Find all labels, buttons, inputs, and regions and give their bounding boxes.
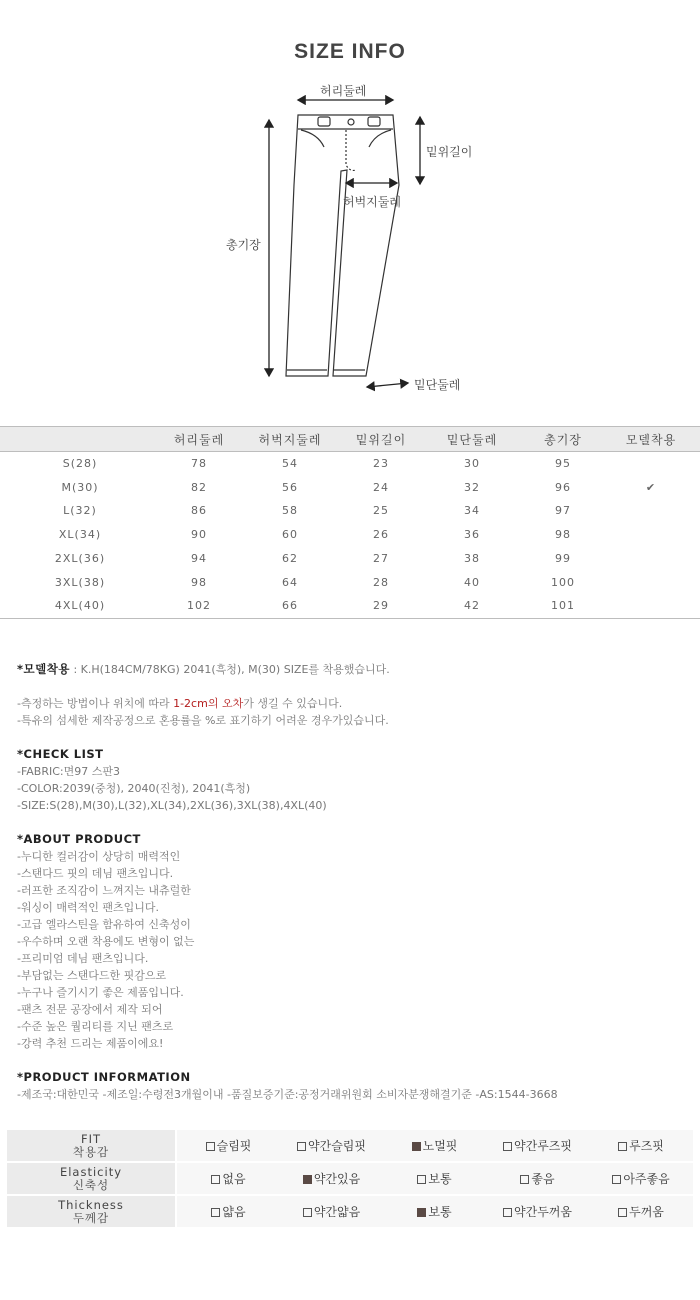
about-item: -고급 엘라스틴을 함유하여 신축성이 — [17, 918, 191, 931]
option-label: 루즈핏 — [629, 1139, 664, 1153]
attribute-option — [589, 1163, 693, 1196]
attribute-row-elasticity — [7, 1163, 693, 1196]
attribute-row-fit — [7, 1130, 693, 1163]
table-cell: 30 — [464, 457, 480, 471]
size-cell: 4XL(40) — [0, 594, 160, 618]
table-cell: 34 — [464, 504, 480, 518]
table-cell: 97 — [555, 504, 571, 518]
checkmark-icon: ✔ — [645, 480, 657, 494]
table-cell: 98 — [555, 528, 571, 542]
check-list-item: -SIZE:S(28),M(30),L(32),XL(34),2XL(36),3XL(38),4XL(40) — [17, 799, 327, 812]
attribute-label — [7, 1130, 177, 1163]
checkbox-icon — [417, 1175, 426, 1184]
table-cell: 60 — [282, 528, 298, 542]
checkbox-icon — [503, 1208, 512, 1217]
about-product-heading: *ABOUT PRODUCT — [17, 832, 141, 846]
attribute-option — [280, 1130, 383, 1163]
check-list-item: -FABRIC:면97 스판3 — [17, 765, 121, 778]
table-cell: 94 — [191, 552, 207, 566]
option-label: 약간있음 — [313, 1172, 361, 1186]
page-title: SIZE INFO — [294, 40, 406, 63]
model-note — [17, 661, 687, 678]
attribute-label — [7, 1163, 177, 1196]
size-table-header-cell: 밑위길이 — [342, 427, 420, 452]
table-cell: 58 — [282, 504, 298, 518]
table-cell: 25 — [373, 504, 389, 518]
table-row — [0, 499, 700, 523]
table-cell: 40 — [464, 575, 480, 589]
checkbox-icon — [612, 1175, 621, 1184]
about-item: -부담없는 스탠다드한 핏감으로 — [17, 969, 167, 982]
fabric-note: -특유의 섬세한 제작공정으로 혼용률을 %로 표기하기 어려운 경우가있습니다. — [17, 714, 389, 727]
option-label: 약간두꺼움 — [514, 1205, 572, 1219]
product-info-line: -제조국:대한민국 -제조일:수령전3개월이내 -품질보증기준:공정거래위원회 소비자분쟁해결기준 -AS:1544-3668 — [17, 1088, 558, 1101]
size-table-header-cell: 허리둘레 — [160, 427, 238, 452]
attribute-table — [7, 1130, 693, 1229]
model-fit-cell — [602, 499, 700, 523]
option-label: 약간얇음 — [313, 1205, 361, 1219]
table-cell: 66 — [238, 594, 342, 618]
option-label: 약간루즈핏 — [514, 1139, 572, 1153]
model-fit-cell — [602, 523, 700, 547]
attribute-option — [486, 1196, 589, 1229]
model-text: : K.H(184CM/78KG) 2041(흑청), M(30) SIZE를 착용했습니다. — [69, 663, 390, 676]
table-cell: 26 — [373, 528, 389, 542]
table-row — [0, 475, 700, 499]
diagram-label-thigh: 허벅지둘레 — [343, 195, 401, 209]
size-table-header-cell: 모델착용 — [602, 427, 700, 452]
attribute-option-selected — [383, 1196, 486, 1229]
attribute-option-selected — [383, 1130, 486, 1163]
attribute-label-ko: 신축성 — [72, 1177, 110, 1192]
table-row — [0, 570, 700, 594]
product-notes — [17, 661, 687, 1103]
checkbox-icon — [303, 1208, 312, 1217]
about-item: -누구나 즐기시기 좋은 제품입니다. — [17, 986, 184, 999]
option-label: 아주좋음 — [623, 1172, 670, 1186]
about-item: -워싱이 매력적인 팬츠입니다. — [17, 901, 159, 914]
attribute-option — [383, 1163, 486, 1196]
checked-box-icon — [303, 1175, 312, 1184]
table-cell: 95 — [555, 457, 571, 471]
model-fit-cell — [602, 452, 700, 476]
checkbox-icon — [520, 1175, 529, 1184]
about-item: -누디한 컬러감이 상당히 매력적인 — [17, 850, 181, 863]
attribute-option-selected — [280, 1163, 383, 1196]
about-item: -스탠다드 핏의 데님 팬츠입니다. — [17, 867, 174, 880]
table-cell: 56 — [282, 480, 298, 494]
table-cell: 96 — [555, 480, 571, 494]
size-cell: M(30) — [61, 480, 99, 494]
checkbox-icon — [211, 1175, 220, 1184]
table-cell: 32 — [464, 480, 480, 494]
attribute-label-en: Thickness — [58, 1197, 124, 1212]
table-cell: 29 — [342, 594, 420, 618]
size-table-header-cell: 허벅지둘레 — [238, 427, 342, 452]
checkbox-icon — [211, 1208, 220, 1217]
table-cell: 82 — [191, 480, 207, 494]
checkbox-icon — [297, 1142, 306, 1151]
table-cell: 78 — [191, 457, 207, 471]
table-row — [0, 594, 700, 618]
checkbox-icon — [618, 1208, 627, 1217]
attribute-option — [177, 1130, 280, 1163]
table-row — [0, 523, 700, 547]
table-cell: 90 — [191, 528, 207, 542]
check-list-heading: *CHECK LIST — [17, 747, 104, 761]
option-label: 두꺼움 — [629, 1205, 664, 1219]
table-cell: 28 — [373, 575, 389, 589]
option-label: 노멀핏 — [422, 1139, 458, 1153]
option-label: 약간슬림핏 — [308, 1139, 366, 1153]
table-cell: 27 — [373, 552, 389, 566]
size-table — [0, 426, 700, 619]
attribute-option — [589, 1130, 693, 1163]
attribute-label-ko: 착용감 — [72, 1144, 110, 1159]
check-list-item: -COLOR:2039(중청), 2040(진청), 2041(흑청) — [17, 782, 251, 795]
about-item: -우수하며 오랜 착용에도 변형이 없는 — [17, 935, 195, 948]
option-label: 보통 — [428, 1205, 452, 1219]
diagram-label-hem: 밑단둘레 — [414, 378, 461, 392]
table-cell: 36 — [464, 528, 480, 542]
table-cell: 102 — [160, 594, 238, 618]
model-heading: *모델착용 — [17, 662, 70, 676]
model-fit-cell — [602, 547, 700, 571]
about-item: -강력 추천 드리는 제품이에요! — [17, 1037, 164, 1050]
attribute-label — [7, 1196, 177, 1229]
attribute-option — [177, 1196, 280, 1229]
table-cell: 42 — [420, 594, 524, 618]
about-item: -프리미엄 데님 팬츠입니다. — [17, 952, 149, 965]
size-cell: S(28) — [62, 457, 98, 471]
measure-note-text-end: 가 생길 수 있습니다. — [243, 697, 343, 710]
table-row — [0, 452, 700, 476]
attribute-option — [486, 1130, 589, 1163]
size-table-header-cell: 총기장 — [524, 427, 602, 452]
checkbox-icon — [206, 1142, 215, 1151]
measure-note — [17, 695, 687, 712]
model-fit-cell — [602, 570, 700, 594]
table-cell: 23 — [373, 457, 389, 471]
diagram-label-length: 총기장 — [226, 238, 261, 252]
attribute-option — [486, 1163, 589, 1196]
product-info-heading: *PRODUCT INFORMATION — [17, 1070, 191, 1084]
checked-box-icon — [412, 1142, 421, 1151]
size-table-header-cell: 밑단둘레 — [420, 427, 524, 452]
option-label: 없음 — [222, 1172, 246, 1186]
diagram-label-rise: 밑위길이 — [426, 145, 473, 159]
attribute-label-en: FIT — [80, 1131, 102, 1146]
attribute-label-en: Elasticity — [59, 1164, 123, 1179]
size-cell: 3XL(38) — [54, 575, 106, 589]
model-fit-cell — [602, 594, 700, 618]
table-cell: 24 — [373, 480, 389, 494]
about-item: -러프한 조직감이 느껴지는 내츄럴한 — [17, 884, 191, 897]
option-label: 얇음 — [222, 1205, 246, 1219]
attribute-option — [589, 1196, 693, 1229]
table-cell: 99 — [555, 552, 571, 566]
about-item: -팬츠 전문 공장에서 제작 되어 — [17, 1003, 163, 1016]
attribute-row-thickness — [7, 1196, 693, 1229]
pants-size-diagram — [0, 0, 700, 410]
checkbox-icon — [503, 1142, 512, 1151]
option-label: 좋음 — [531, 1172, 555, 1186]
table-cell: 38 — [464, 552, 480, 566]
measure-note-text: -측정하는 방법이나 위치에 따라 — [17, 697, 174, 710]
option-label: 슬림핏 — [216, 1139, 252, 1153]
table-cell: 86 — [191, 504, 207, 518]
attribute-label-ko: 두께감 — [72, 1210, 110, 1225]
table-cell: 100 — [551, 575, 575, 589]
size-cell: L(32) — [63, 504, 97, 518]
table-cell: 54 — [282, 457, 298, 471]
size-table-header-cell — [0, 427, 160, 452]
size-cell: 2XL(36) — [54, 552, 106, 566]
table-cell: 98 — [191, 575, 207, 589]
checkbox-icon — [618, 1142, 627, 1151]
checked-box-icon — [417, 1208, 426, 1217]
table-cell: 62 — [282, 552, 298, 566]
table-cell: 101 — [524, 594, 602, 618]
option-label: 보통 — [428, 1172, 452, 1186]
size-table-header — [0, 427, 700, 452]
attribute-option — [280, 1196, 383, 1229]
table-cell: 64 — [282, 575, 298, 589]
diagram-label-waist: 허리둘레 — [320, 84, 367, 98]
table-row — [0, 547, 700, 571]
about-item: -수준 높은 퀄리티를 지닌 팬츠로 — [17, 1020, 174, 1033]
size-cell: XL(34) — [58, 528, 102, 542]
attribute-option — [177, 1163, 280, 1196]
measure-tolerance: 1-2cm의 오차 — [173, 697, 244, 710]
